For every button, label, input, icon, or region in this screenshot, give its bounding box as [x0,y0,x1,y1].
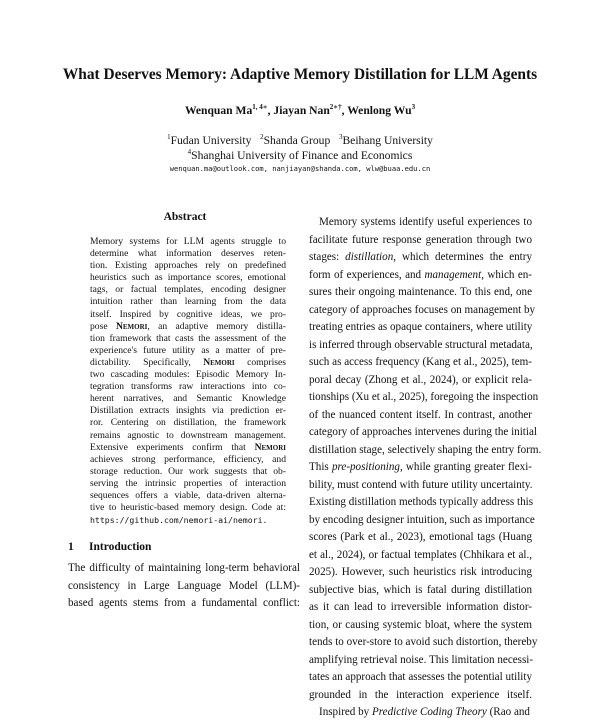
author-separator: , [267,103,274,117]
text-line: ror. Centering on distillation, the framework [90,417,286,429]
author-affil-mark: 2∗† [329,103,342,111]
text-line: determine what information deserves reten- [90,248,286,260]
text-line: is inferred through observable structural metadata, [309,338,533,351]
affil-name: Shanghai University of Finance and Economics [191,148,413,162]
section-number: 1 [68,541,74,553]
text-line: tion, or causing systemic bloat, where the system [309,618,532,631]
text-line: consistency in Large Language Model (LLM)- [68,579,300,592]
author-name: Wenquan Ma [184,103,253,117]
text-line: facilitate future response generation through two [309,233,532,246]
affiliations-line-2 [0,148,600,162]
text-line: by encoding designer intuition, such as importance [309,513,535,526]
code-url-link[interactable]: https://github.com/nemori-ai/nemori. [90,515,268,526]
affil-name: Beihang University [342,133,433,147]
text-line: tags, or factual templates, encoding designer [90,284,286,296]
text-line: achieves strong performance, efficiency, and [90,453,286,465]
author-name: Wenlong Wu [347,103,412,117]
text-line: Existing distillation methods typically address this [309,496,534,508]
text-line: distillation stage, selectively shaping the entry form. [309,443,542,456]
text-line: as it can lead to irreversible information distor- [309,601,532,613]
text-line: Memory systems for LLM agents struggle to [90,236,286,247]
author-name: Jiayan Nan [273,103,330,117]
text-line: serving the intrinsic properties of interaction [90,477,286,489]
author-emails: wenquan.ma@outlook.com, nanjiayan@shanda.com, wlw@buaa.edu.cn [169,164,431,173]
text-line: poral decay (Zhong et al., 2024), or explicit rela- [309,373,532,386]
text-line: bility, must contend with future utility uncertainty. [309,478,533,491]
text-line: heuristics such as importance scores, emotional [90,272,286,284]
text-line: This pre-positioning, while granting greater flexi- [309,461,532,473]
text-line: herent narratives, and Semantic Knowledge [90,393,286,405]
text-line: et al., 2024), or factual templates (Chhikara et al., [309,548,532,561]
affil-mark: 4 [187,148,192,156]
text-line: grounded in the interaction experience itself. [309,688,532,701]
text-line: The difficulty of maintaining long-term behavioral [68,562,300,574]
text-line: tion. Existing approaches rely on predefined [90,260,286,272]
affil-name: Shanda Group [263,133,331,147]
affil-name: Fudan University [170,133,252,147]
text-line: form of experiences, and management, which en- [309,268,532,281]
text-line: stages: distillation, which determines the entry [309,251,532,263]
text-line: subjective bias, which is fatal during distillation [309,583,532,596]
text-line: 2025). However, such heuristics risk introducing [309,566,532,578]
paper-title: What Deserves Memory: Adaptive Memory Distillation for LLM Agents [62,66,538,83]
introduction-body [68,560,300,613]
text-line: dictability. Specifically, Nemori comprises [90,356,286,368]
text-line: two cascading modules: Episodic Memory In- [90,369,286,381]
right-column-body [309,214,542,722]
abstract-heading: Abstract [163,211,207,223]
text-line: sures their ongoing maintenance. To this end, one [309,286,532,298]
affil-mark: 3 [338,133,343,141]
text-line: tends to over-store to avoid such distortion, thereby [309,636,538,648]
text-line: based agents stems from a fundamental conflict: [68,597,300,609]
text-line: such as access frequency (Kang et al., 2025), tem- [309,356,532,368]
text-line: category of approaches focuses on management by [309,303,536,316]
text-line: storage reduction. Our work suggests that ob- [90,465,286,477]
text-line: tionships (Xu et al., 2025), foregoing the inspection [309,391,539,403]
text-line: of the nuanced content itself. In contrast, another [309,408,532,421]
text-line: tegration transforms raw interactions into co- [90,381,286,393]
section-title: Introduction [89,541,152,553]
text-line: category of approaches intervenes during the initial [309,426,537,438]
author-list [0,102,600,117]
text-line: sequences offers a viable, data-driven alterna- [90,489,286,501]
text-line: itself. Inspired by cognitive ideas, we pro- [90,308,286,320]
text-line: tates an approach that assesses the potential utility [309,671,532,683]
text-line: Extensive experiments confirm that Nemori [90,441,286,453]
text-line: amplifying retrieval noise. This limitation necessi- [309,653,534,666]
text-line: treating entries as opaque containers, where utility [309,321,533,333]
abstract-body [90,236,286,526]
text-line: Memory systems identify useful experiences to [319,216,532,228]
text-line: tion framework that casts the assessment of the [90,332,286,344]
text-line: scores (Park et al., 2023), emotional tags (Huang [309,531,532,543]
text-line: intuition rather than learning from the data [90,296,286,308]
author-affil-mark: 1, 4∗ [252,103,268,111]
affil-mark: 1 [167,133,171,141]
text-line: experience's future utility as a matter of pre- [90,344,286,356]
text-line: remains agnostic to downstream management. [90,429,286,441]
text-line: tive to heuristic-based memory design. Code at: [90,502,286,514]
text-line: pose Nemori, an adaptive memory distilla- [90,320,287,332]
author-separator: , [341,103,348,117]
affiliations-line-1 [0,133,600,147]
text-line: Distillation extracts insights via prediction er- [90,405,286,417]
text-line: Inspired by Predictive Coding Theory (Rao and [319,706,530,718]
section-heading-introduction [68,541,151,553]
affil-mark: 2 [260,133,264,141]
author-affil-mark: 3 [411,103,416,111]
